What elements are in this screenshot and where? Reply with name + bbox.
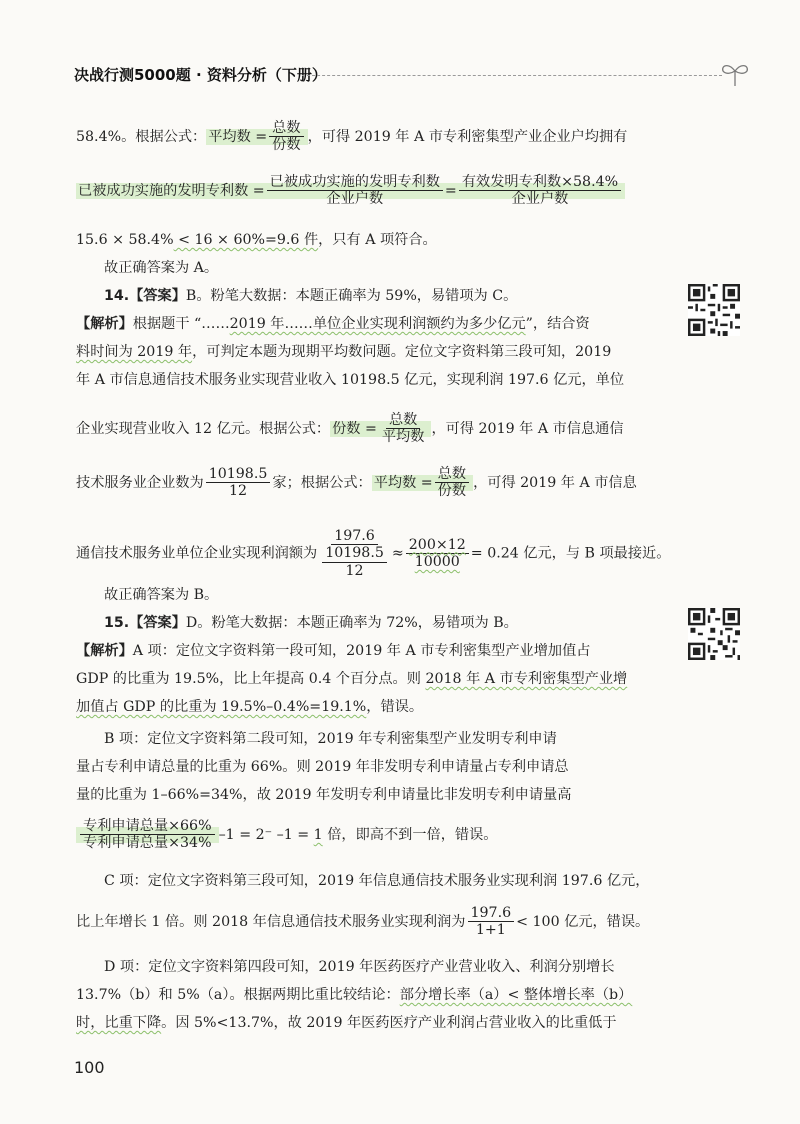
text-line: 【解析】A 项：定位文字资料第一段可知，2019 年 A 市专利密集型产业增加值占 <box>76 643 591 659</box>
fraction: $\frac{\text{总数}}{\text{份数}}$ <box>435 466 469 500</box>
fraction: $\frac{200\times 12}{10000}$ <box>406 537 469 571</box>
text-line: 量的比重为 1–66%=34%，故 2019 年发明专利申请量比非发明专利申请量高 <box>76 787 572 803</box>
formula-highlight: 份数 = $\frac{\text{总数}}{\text{平均数}}$ <box>330 421 431 437</box>
text-line: 比上年增长 1 倍。则 2018 年信息通信技术服务业实现利润为 $\frac{197.6}{1+1}$ < 100 亿元，错误。 <box>76 905 650 939</box>
header-rule <box>302 75 722 76</box>
fraction: $\frac{\text{专利申请总量×66\%}}{\text{专利申请总量×34\%}}$ <box>80 818 215 852</box>
text-line: 加值占 GDP 的比重为 19.5%–0.4%=19.1%，错误。 <box>76 699 424 715</box>
text-line: C 项：定位文字资料第三段可知，2019 年信息通信技术服务业实现利润 197.6 亿元， <box>104 873 650 889</box>
text-line: 15.6 × 58.4% < 16 × 60%=9.6 件，只有 A 项符合。 <box>76 232 437 248</box>
answer-line: 15.【答案】D。粉笔大数据：本题正确率为 72%，易错项为 B。 <box>104 615 518 631</box>
fraction: $\frac{\text{有效发明专利数×58.4\%}}{\text{企业户数}}$ <box>459 174 621 208</box>
qr-code-icon[interactable] <box>688 284 740 336</box>
fraction: $\frac{197.6}{1+1}$ <box>468 905 515 939</box>
formula-highlight: 平均数 = $\frac{\text{总数}}{\text{份数}}$ <box>372 475 473 491</box>
running-header <box>74 58 734 88</box>
text-line: 故正确答案为 B。 <box>104 587 219 603</box>
text-line: 时，比重下降。因 5%<13.7%，故 2019 年医药医疗产业利润占营业收入的比重低于 <box>76 1015 617 1031</box>
fraction: $\frac{\text{已被成功实施的发明专利数}}{\text{企业户数}}$ <box>267 174 443 208</box>
formula-highlight <box>76 818 219 852</box>
text-line: $\frac{\text{专利申请总量×66\%}}{\text{专利申请总量×34\%}}$ –1 = 2⁻ –1 = 1 倍，即高不到一倍，错误。 <box>76 818 497 852</box>
text-line: 通信技术服务业单位企业实现利润额为 $\frac{197.6}{\frac{10198.5}{12}}$ ≈ $\frac{200\times 12}{10000}$ = 0.24 亿元，与 B 项最接近。 <box>76 528 671 579</box>
fraction: $\frac{197.6}{\frac{10198.5}{12}}$ <box>319 528 390 579</box>
text-line: 58.4%。根据公式： 平均数 = $\frac{\text{总数}}{\text{份数}}$ ，可得 2019 年 A 市专利密集型产业企业户均拥有 <box>76 120 628 154</box>
formula-highlight: 平均数 = $\frac{\text{总数}}{\text{份数}}$ <box>206 129 307 145</box>
qr-code-icon[interactable] <box>688 608 740 660</box>
formula-highlight: 已被成功实施的发明专利数 = $\frac{\text{已被成功实施的发明专利数}}{\text{企业户数}}$ = $\frac{\text{有效发明专利数×58.4\%}}{\text{企业户数}}$ <box>76 183 625 199</box>
text-line: 13.7%（b）和 5%（a）。根据两期比重比较结论：部分增长率（a）< 整体增长率（b） <box>76 987 633 1003</box>
text-line: D 项：定位文字资料第四段可知，2019 年医药医疗产业营业收入、利润分别增长 <box>104 959 615 975</box>
text-line: B 项：定位文字资料第二段可知，2019 年专利密集型产业发明专利申请 <box>104 731 557 747</box>
text-line: 企业实现营业收入 12 亿元。根据公式： 份数 = $\frac{\text{总数}}{\text{平均数}}$ ，可得 2019 年 A 市信息通信 <box>76 412 624 446</box>
text-line: 料时间为 2019 年，可判定本题为现期平均数问题。定位文字资料第三段可知，2019 <box>76 344 612 360</box>
fraction: $\frac{10198.5}{12}$ <box>206 466 271 500</box>
answer-line: 14.【答案】B。粉笔大数据：本题正确率为 59%，易错项为 C。 <box>104 288 518 304</box>
text-line: GDP 的比重为 19.5%，比上年提高 0.4 个百分点。则 2018 年 A 市专利密集型产业增 <box>76 671 628 687</box>
text-line: 【解析】根据题干 “……2019 年……单位企业实现利润额约为多少亿元”，结合资 <box>76 316 590 332</box>
text-line: 年 A 市信息通信技术服务业实现营业收入 10198.5 亿元，实现利润 197.6 亿元，单位 <box>76 372 625 388</box>
fraction: $\frac{\text{总数}}{\text{份数}}$ <box>269 120 303 154</box>
book-title: 决战行测5000题 · 资料分析（下册） <box>74 66 327 84</box>
sprout-icon <box>718 58 752 88</box>
text-line: 故正确答案为 A。 <box>104 260 219 276</box>
page-number: 100 <box>74 1058 105 1077</box>
text-line: 技术服务业企业数为 $\frac{10198.5}{12}$ 家；根据公式： 平均数 = $\frac{\text{总数}}{\text{份数}}$ ，可得 2019 年 A 市信息 <box>76 466 637 500</box>
text-line: 量占专利申请总量的比重为 66%。则 2019 年非发明专利申请量占专利申请总 <box>76 759 569 775</box>
text-line <box>76 174 625 208</box>
fraction: $\frac{\text{总数}}{\text{平均数}}$ <box>381 412 425 446</box>
